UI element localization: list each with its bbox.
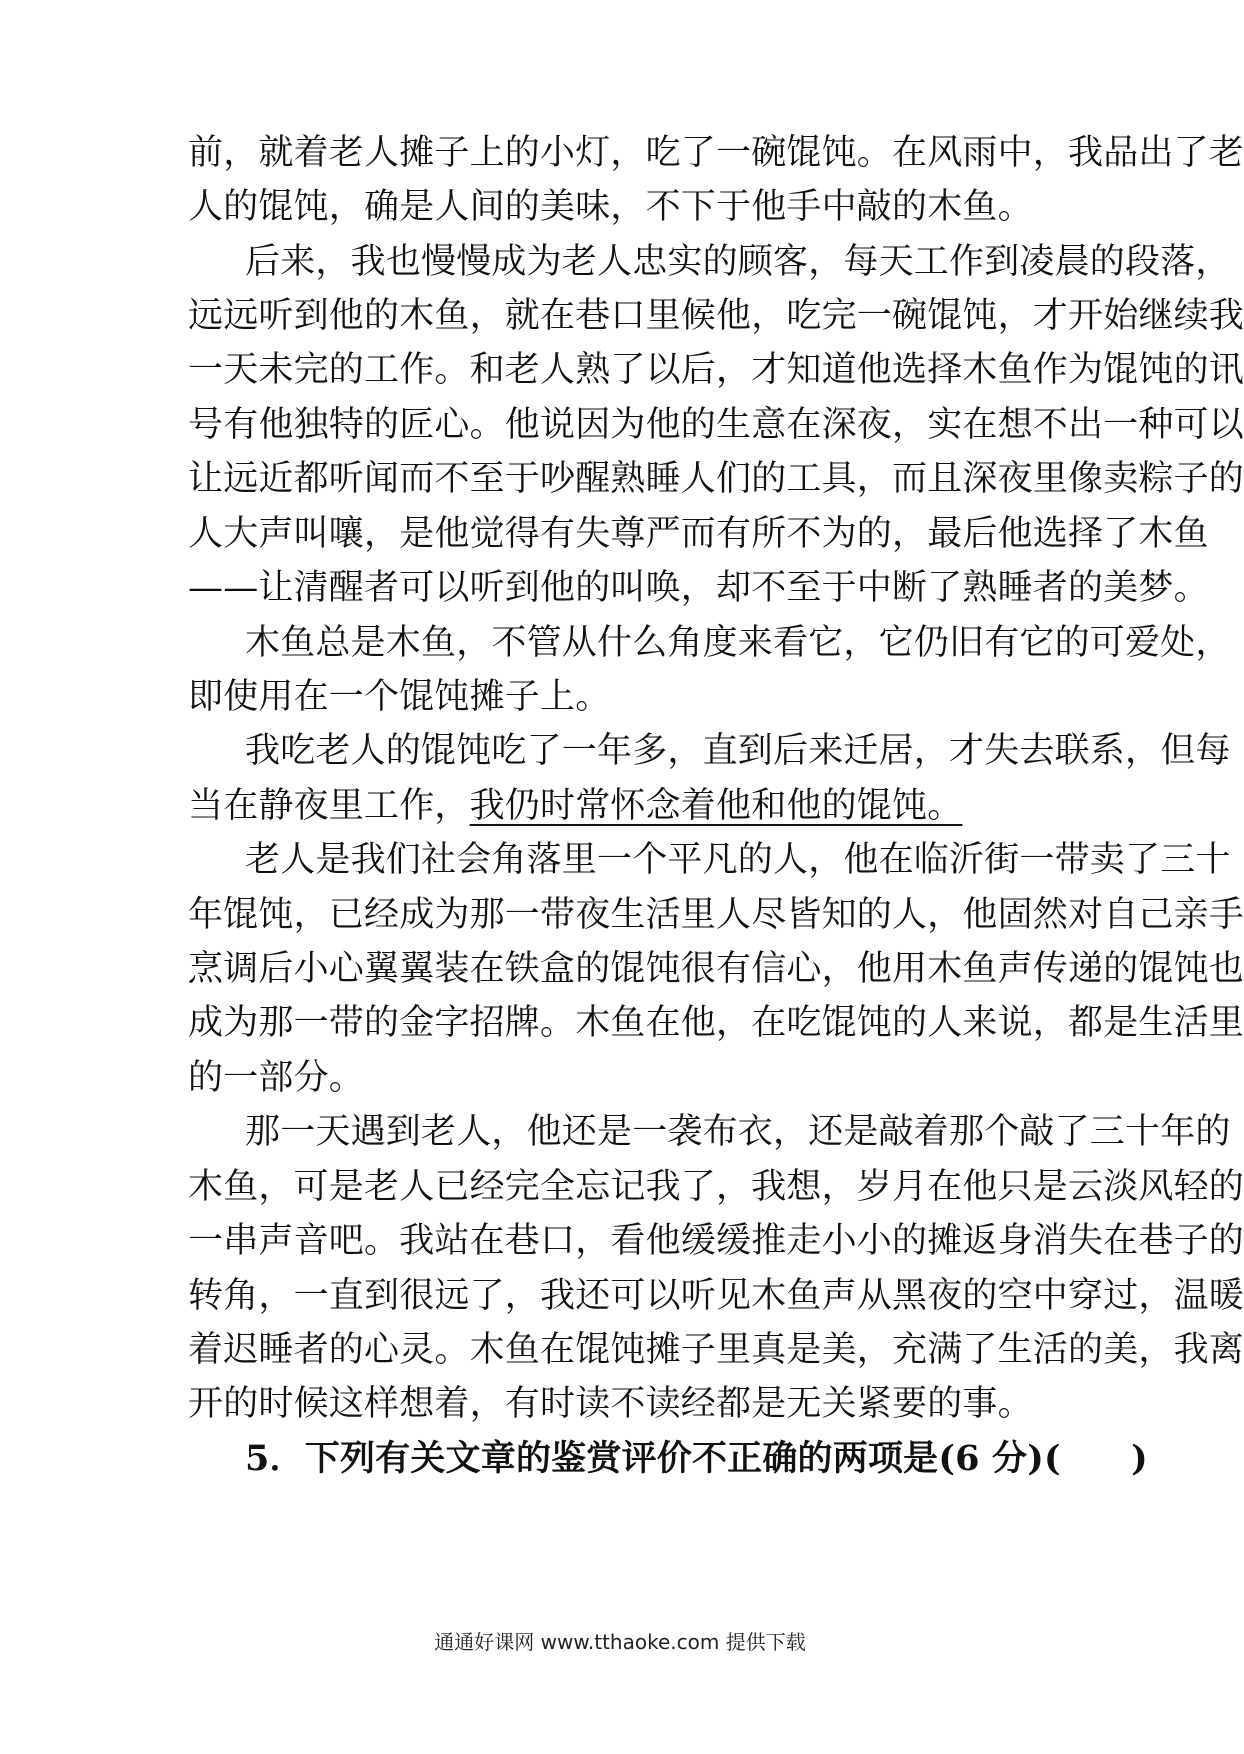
text-line: 那一天遇到老人，他还是一袭布衣，还是敲着那个敲了三十年的 bbox=[245, 1112, 1231, 1152]
text-line: 一天未完的工作。和老人熟了以后，才知道他选择木鱼作为馄饨的讯 bbox=[188, 350, 1244, 390]
text-line: 木鱼总是木鱼，不管从什么角度来看它，它仍旧有它的可爱处， bbox=[245, 623, 1231, 663]
text-line: 我吃老人的馄饨吃了一年多，直到后来迁居，才失去联系，但每 bbox=[245, 731, 1231, 771]
text-line: 人的馄饨，确是人间的美味，不下于他手中敲的木鱼。 bbox=[188, 187, 1033, 227]
text-line: 烹调后小心翼翼装在铁盒的馄饨很有信心，他用木鱼声传递的馄饨也 bbox=[188, 949, 1244, 989]
text-span: 当在静夜里工作， bbox=[188, 786, 470, 826]
text-line: 一串声音吧。我站在巷口，看他缓缓推走小小的摊返身消失在巷子的 bbox=[188, 1221, 1244, 1261]
text-line: 木鱼，可是老人已经完全忘记我了，我想，岁月在他只是云淡风轻的 bbox=[188, 1167, 1244, 1207]
question-text: 5．下列有关文章的鉴赏评价不正确的两项是(6 分)( ) bbox=[245, 1438, 1148, 1479]
text-line: 着迟睡者的心灵。木鱼在馄饨摊子里真是美，充满了生活的美，我离 bbox=[188, 1330, 1244, 1370]
footer-text: 通通好课网 www.tthaoke.com 提供下载 bbox=[434, 1630, 806, 1654]
text-line: 老人是我们社会角落里一个平凡的人，他在临沂街一带卖了三十 bbox=[245, 840, 1231, 880]
text-line: 后来，我也慢慢成为老人忠实的顾客，每天工作到凌晨的段落， bbox=[245, 242, 1231, 282]
text-line: 让远近都听闻而不至于吵醒熟睡人们的工具，而且深夜里像卖粽子的 bbox=[188, 459, 1244, 499]
text-line: ——让清醒者可以听到他的叫唤，却不至于中断了熟睡者的美梦。 bbox=[188, 568, 1209, 608]
text-line: 的一部分。 bbox=[188, 1058, 365, 1098]
text-line: 成为那一带的金字招牌。木鱼在他，在吃馄饨的人来说，都是生活里 bbox=[188, 1003, 1244, 1043]
text-line: 开的时候这样想着，有时读不读经都是无关紧要的事。 bbox=[188, 1384, 1033, 1424]
underlined-sentence: 我仍时常怀念着他和他的馄饨。 bbox=[469, 786, 963, 826]
text-line: 转角，一直到很远了，我还可以听见木鱼声从黑夜的空中穿过，温暖 bbox=[188, 1276, 1244, 1316]
text-line: 前，就着老人摊子上的小灯，吃了一碗馄饨。在风雨中，我品出了老 bbox=[188, 133, 1244, 173]
text-line bbox=[188, 777, 1068, 835]
text-line: 年馄饨，已经成为那一带夜生活里人尽皆知的人，他固然对自己亲手 bbox=[188, 895, 1244, 935]
text-line: 号有他独特的匠心。他说因为他的生意在深夜，实在想不出一种可以 bbox=[188, 405, 1244, 445]
text-line: 即使用在一个馄饨摊子上。 bbox=[188, 677, 611, 717]
text-line: 人大声叫嚷，是他觉得有失尊严而有所不为的，最后他选择了木鱼 bbox=[188, 514, 1209, 554]
text-line: 远远听到他的木鱼，就在巷口里候他，吃完一碗馄饨，才开始继续我 bbox=[188, 296, 1244, 336]
